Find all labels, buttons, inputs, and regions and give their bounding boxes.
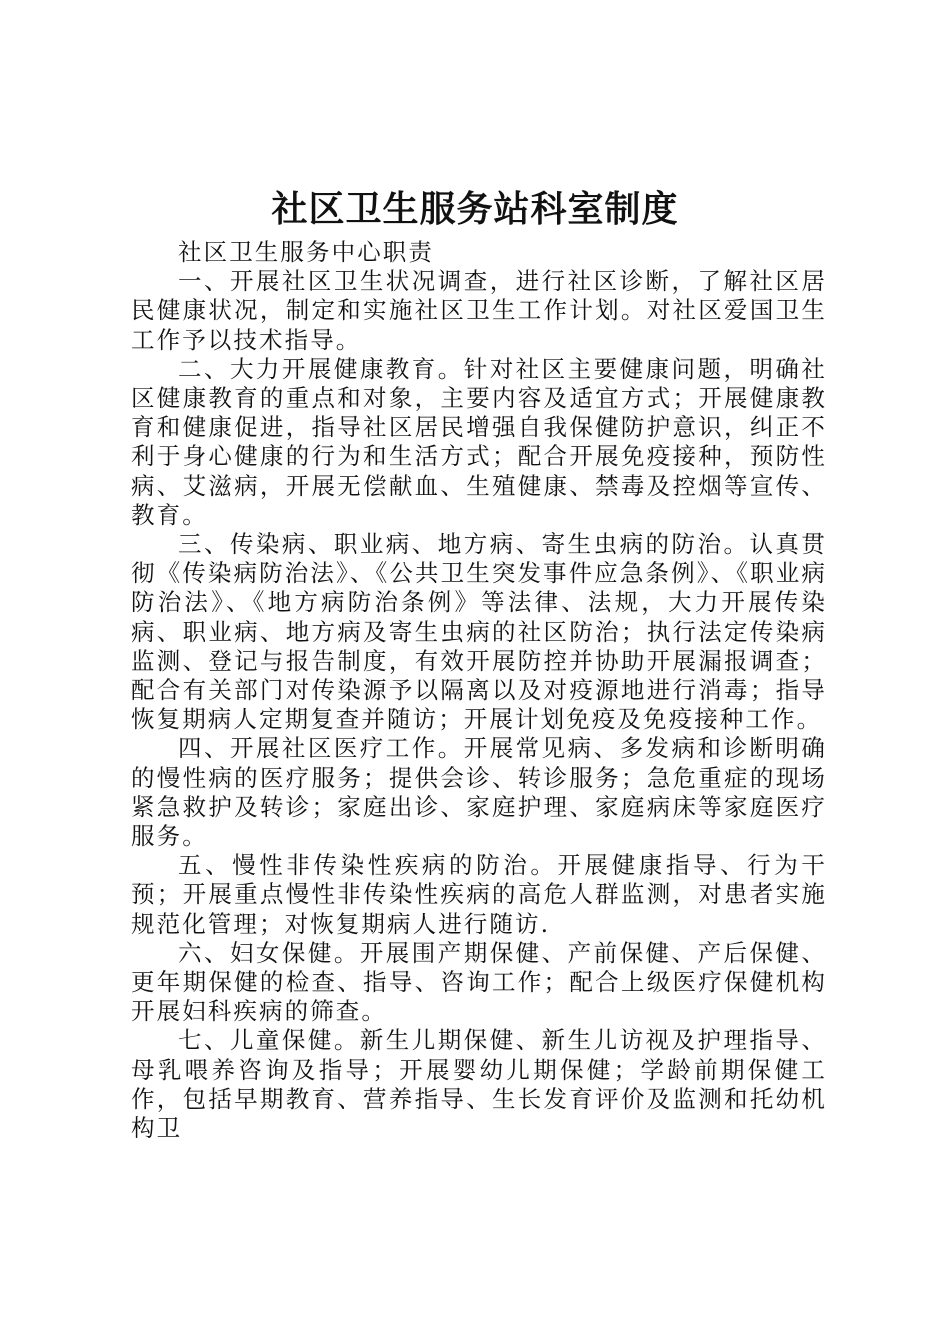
section-subheading: 社区卫生服务中心职责 (178, 238, 434, 266)
paragraph-2: 二、大力开展健康教育。针对社区主要健康问题，明确社区健康教育的重点和对象，主要内容及适宜方式；开展健康教育和健康促进，指导社区居民增强自我保健防护意识，纠正不利于身心健康的行为和生活方式；配合开展免疫接种，预防性病、艾滋病，开展无偿献血、生殖健康、禁毒及控烟等宣传、教育。 (131, 354, 827, 529)
paragraph-3: 三、传染病、职业病、地方病、寄生虫病的防治。认真贯彻《传染病防治法》、《公共卫生突发事件应急条例》、《职业病防治法》、《地方病防治条例》等法律、法规，大力开展传染病、职业病、地方病及寄生虫病的社区防治；执行法定传染病监测、登记与报告制度，有效开展防控并协助开展漏报调查；配合有关部门对传染源予以隔离以及对疫源地进行消毒；指导恢复期病人定期复查并随访；开展计划免疫及免疫接种工作。 (131, 530, 827, 734)
document-title: 社区卫生服务站科室制度 (271, 188, 679, 230)
paragraph-5: 五、慢性非传染性疾病的防治。开展健康指导、行为干预；开展重点慢性非传染性疾病的高危人群监测，对患者实施规范化管理；对恢复期病人进行随访. (131, 851, 827, 938)
document-body (131, 238, 827, 1143)
paragraph-7: 七、儿童保健。新生儿期保健、新生儿访视及护理指导、母乳喂养咨询及指导；开展婴幼儿期保健；学龄前期保健工作，包括早期教育、营养指导、生长发育评价及监测和托幼机构卫 (131, 1026, 827, 1143)
paragraph-6: 六、妇女保健。开展围产期保健、产前保健、产后保健、更年期保健的检查、指导、咨询工作；配合上级医疗保健机构开展妇科疾病的筛查。 (131, 938, 827, 1026)
paragraph-4: 四、开展社区医疗工作。开展常见病、多发病和诊断明确的慢性病的医疗服务；提供会诊、转诊服务；急危重症的现场紧急救护及转诊；家庭出诊、家庭护理、家庭病床等家庭医疗服务。 (131, 734, 827, 851)
paragraph-1: 一、开展社区卫生状况调查，进行社区诊断，了解社区居民健康状况，制定和实施社区卫生工作计划。对社区爱国卫生工作予以技术指导。 (131, 267, 827, 354)
